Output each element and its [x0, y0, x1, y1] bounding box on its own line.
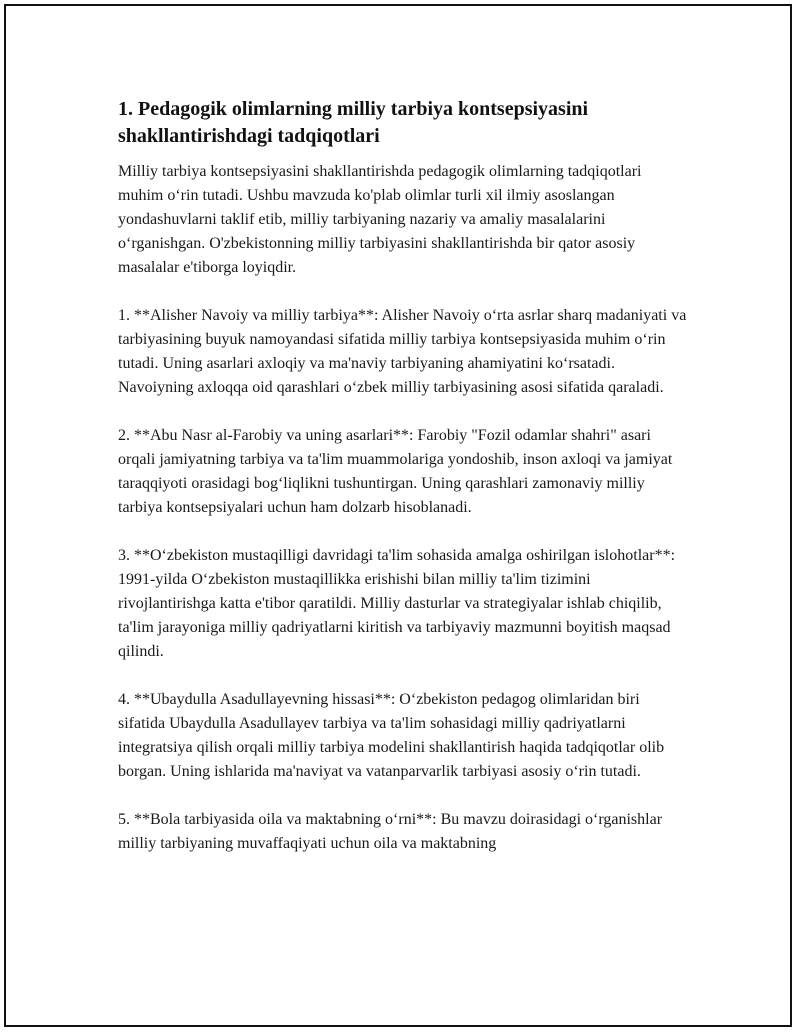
- document-body: [118, 96, 688, 880]
- paragraph-family-school: 5. **Bola tarbiyasida oila va maktabning o‘rni**: Bu mavzu doirasidagi o‘rganishlar milliy tarbiyaning muvaffaqiyati uchun oila va maktabning: [118, 811, 663, 852]
- paragraph-farobiy: 2. **Abu Nasr al-Farobiy va uning asarlari**: Farobiy "Fozil odamlar shahri" asari orqali jamiyatning tarbiya va ta'lim muammolariga yondoshib, inson axloqi va jamiyat taraqqiyoti orasidagi bog‘liqlikni tushuntirgan. Uning qarashlari zamonaviy milliy tarbiya kontsepsiyalari uchun ham dolzarb hisoblanadi.: [118, 427, 673, 516]
- paragraph-asadullayev: 4. **Ubaydulla Asadullayevning hissasi**: O‘zbekiston pedagog olimlaridan biri sifatida Ubaydulla Asadullayev tarbiya va ta'lim sohasidagi milliy qadriyatlarni integratsiya qilish orqali milliy tarbiya modelini shakllantirish haqida tadqiqotlar olib borgan. Uning ishlarida ma'naviyat va vatanparvarlik tarbiyasi asosiy o‘rin tutadi.: [118, 691, 665, 780]
- paragraph-navoiy: 1. **Alisher Navoiy va milliy tarbiya**: Alisher Navoiy o‘rta asrlar sharq madaniyati va tarbiyasining buyuk namoyandasi sifatida milliy tarbiya kontsepsiyasida muhim o‘rin tutadi. Uning asarlari axloqiy va ma'naviy tarbiyaning ahamiyatini ko‘rsatadi. Navoiyning axloqqa oid qarashlari o‘zbek milliy tarbiyasining asosi sifatida qaraladi.: [118, 307, 687, 396]
- intro-paragraph: Milliy tarbiya kontsepsiyasini shakllantirishda pedagogik olimlarning tadqiqotlari muhim o‘rin tutadi. Ushbu mavzuda ko'plab olimlar turli xil ilmiy asoslangan yondashuvlarni taklif etib, milliy tarbiyaning nazariy va amaliy masalalarini o‘rganishgan. O'zbekistonning milliy tarbiyasini shakllantirishda bir qator asosiy masalalar e'tiborga loyiqdir.: [118, 163, 642, 276]
- paragraph-independence-reforms: 3. **O‘zbekiston mustaqilligi davridagi ta'lim sohasida amalga oshirilgan islohotlar**: 1991-yilda O‘zbekiston mustaqillikka erishishi bilan milliy ta'lim tizimini rivojlantirishga katta e'tibor qaratildi. Milliy dasturlar va strategiyalar ishlab chiqilib, ta'lim jarayoniga milliy qadriyatlarni kiritish va tarbiyaviy mazmunni boyitish maqsad qilindi.: [118, 547, 676, 660]
- section-heading: 1. Pedagogik olimlarning milliy tarbiya kontsepsiyasini shakllantirishdagi tadqiqotlari: [118, 98, 589, 147]
